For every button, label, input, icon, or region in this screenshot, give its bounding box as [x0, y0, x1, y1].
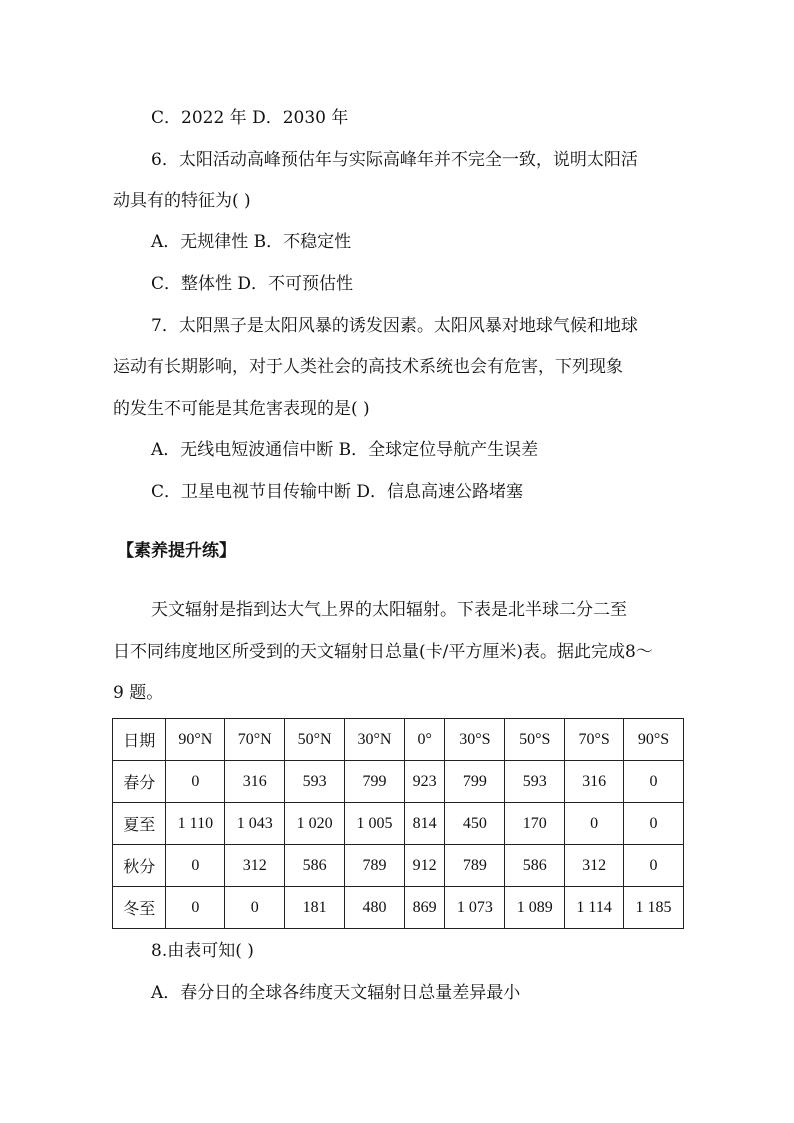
- table-cell: 0: [624, 845, 684, 887]
- q7-stem-line3: 的发生不可能是其危害表现的是( ): [113, 399, 370, 419]
- table-cell: 1 020: [285, 803, 345, 845]
- q6-options-ab: A．无规律性 B．不稳定性: [151, 232, 352, 252]
- table-row-label: 春分: [113, 761, 166, 803]
- q7-options-ab: A．无线电短波通信中断 B．全球定位导航产生误差: [151, 440, 539, 460]
- table-row: [113, 761, 684, 803]
- table-cell: 586: [505, 845, 565, 887]
- q7-options-cd: C．卫星电视节目传输中断 D．信息高速公路堵塞: [151, 482, 524, 502]
- table-header-cell: 50°N: [285, 719, 345, 761]
- radiation-table: [112, 718, 684, 929]
- table-row-label: 冬至: [113, 887, 166, 929]
- passage-line2: 日不同纬度地区所受到的天文辐射日总量(卡/平方厘米)表。据此完成8～: [113, 642, 653, 662]
- table-cell: 450: [445, 803, 505, 845]
- q8-stem: 8.由表可知( ): [151, 941, 254, 961]
- passage-line3: 9 题。: [113, 683, 164, 703]
- table-cell: 593: [505, 761, 565, 803]
- table-cell: 1 073: [445, 887, 505, 929]
- table-cell: 1 114: [565, 887, 624, 929]
- table-row: [113, 803, 684, 845]
- table-header-cell: 70°N: [225, 719, 285, 761]
- table-cell: 0: [166, 845, 225, 887]
- table-cell: 923: [404, 761, 444, 803]
- table-cell: 0: [565, 803, 624, 845]
- q6-stem-line2: 动具有的特征为( ): [113, 191, 251, 211]
- table-header-cell: 30°N: [345, 719, 405, 761]
- table-cell: 789: [345, 845, 405, 887]
- q6-options-cd: C．整体性 D．不可预估性: [151, 274, 354, 294]
- table-cell: 1 043: [225, 803, 285, 845]
- table-header-cell: 日期: [113, 719, 166, 761]
- table-cell: 912: [404, 845, 444, 887]
- section-heading: 【素养提升练】: [117, 541, 236, 561]
- table-cell: 312: [225, 845, 285, 887]
- table-cell: 181: [285, 887, 345, 929]
- table-cell: 593: [285, 761, 345, 803]
- table-header-cell: 50°S: [505, 719, 565, 761]
- passage-line1: 天文辐射是指到达大气上界的太阳辐射。下表是北半球二分二至: [151, 600, 627, 620]
- table-cell: 1 110: [166, 803, 225, 845]
- table-row: [113, 845, 684, 887]
- table-header-cell: 90°S: [624, 719, 684, 761]
- table-cell: 170: [505, 803, 565, 845]
- table-cell: 0: [166, 761, 225, 803]
- table-cell: 0: [624, 803, 684, 845]
- table-header-cell: 90°N: [166, 719, 225, 761]
- table-cell: 0: [624, 761, 684, 803]
- table-cell: 789: [445, 845, 505, 887]
- q6-stem-line1: 6．太阳活动高峰预估年与实际高峰年并不完全一致，说明太阳活: [151, 150, 638, 170]
- table-cell: 0: [225, 887, 285, 929]
- table-cell: 1 185: [624, 887, 684, 929]
- table-row-label: 秋分: [113, 845, 166, 887]
- table-cell: 586: [285, 845, 345, 887]
- table-header-row: [113, 719, 684, 761]
- table-cell: 480: [345, 887, 405, 929]
- table-cell: 316: [225, 761, 285, 803]
- table-header-cell: 0°: [404, 719, 444, 761]
- q7-stem-line2: 运动有长期影响，对于人类社会的高技术系统也会有危害，下列现象: [113, 357, 623, 377]
- table-cell: 0: [166, 887, 225, 929]
- table-row: [113, 887, 684, 929]
- table-cell: 799: [445, 761, 505, 803]
- table-cell: 1 089: [505, 887, 565, 929]
- table-header-cell: 30°S: [445, 719, 505, 761]
- q8-option-a: A．春分日的全球各纬度天文辐射日总量差异最小: [151, 983, 521, 1003]
- table-cell: 799: [345, 761, 405, 803]
- table-cell: 1 005: [345, 803, 405, 845]
- table-cell: 869: [404, 887, 444, 929]
- table-cell: 316: [565, 761, 624, 803]
- table-row-label: 夏至: [113, 803, 166, 845]
- q5-options-cd: C．2022 年 D．2030 年: [151, 108, 349, 128]
- table-header-cell: 70°S: [565, 719, 624, 761]
- q7-stem-line1: 7．太阳黑子是太阳风暴的诱发因素。太阳风暴对地球气候和地球: [151, 316, 638, 336]
- table-cell: 312: [565, 845, 624, 887]
- table-cell: 814: [404, 803, 444, 845]
